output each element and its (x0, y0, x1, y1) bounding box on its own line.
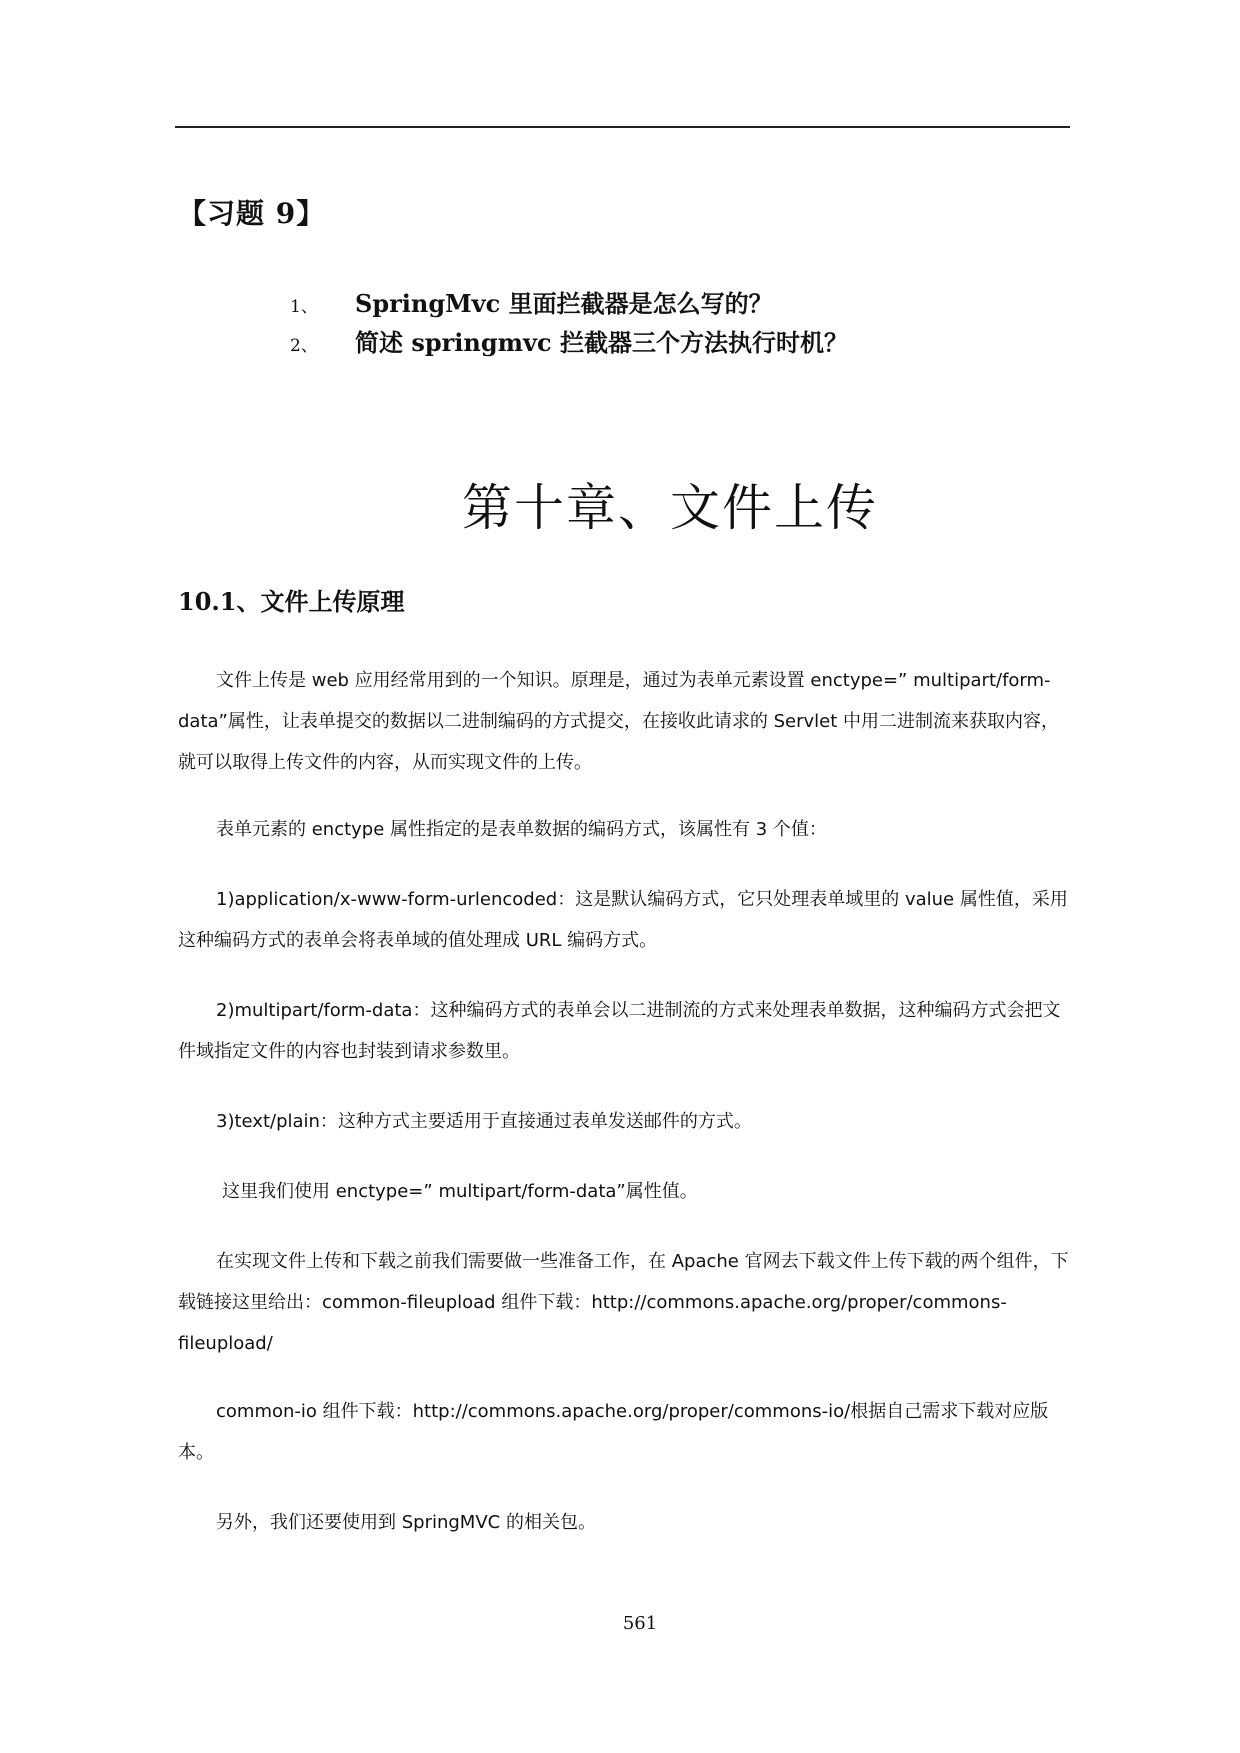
paragraph-download-io: common-io 组件下载：http://commons.apache.org/proper/commons-io/根据自己需求下载对应版本。 (178, 1401, 1049, 1463)
header-rule (175, 126, 1070, 128)
question-number: 1、 (290, 297, 318, 317)
paragraph-usage-note: 这里我们使用 enctype=” multipart/form-data”属性值。 (222, 1181, 698, 1202)
chapter-title: 第十章、文件上传 (462, 479, 878, 537)
question-text: SpringMvc 里面拦截器是怎么写的？ (355, 289, 773, 318)
paragraph-urlencoded: 1)application/x-www-form-urlencoded：这是默认编码方式，它只处理表单域里的 value 属性值，采用这种编码方式的表单会将表单域的值处理成 URL 编码方式。 (178, 889, 1068, 951)
paragraph-multipart: 2)multipart/form-data：这种编码方式的表单会以二进制流的方式来处理表单数据，这种编码方式会把文件域指定文件的内容也封装到请求参数里。 (178, 1000, 1061, 1062)
section-title: 10.1、文件上传原理 (178, 587, 405, 616)
question-2 (290, 323, 848, 358)
page-number: 561 (622, 1613, 658, 1634)
paragraph-enctype-intro: 表单元素的 enctype 属性指定的是表单数据的编码方式，该属性有 3 个值： (216, 819, 827, 840)
question-1 (290, 284, 773, 319)
paragraph-upload-principle: 文件上传是 web 应用经常用到的一个知识。原理是，通过为表单元素设置 enctype=” multipart/form-data”属性，让表单提交的数据以二进制编码的方式提交，在接收此请求的 Servlet 中用二进制流来获取内容，就可以取得上传文件的内容，从而实现文件的上传。 (178, 670, 1059, 773)
question-number: 2、 (290, 336, 318, 356)
paragraph-springmvc-packages: 另外，我们还要使用到 SpringMVC 的相关包。 (216, 1512, 596, 1533)
exercise-title: 【习题 9】 (178, 197, 326, 230)
paragraph-download-fileupload: 在实现文件上传和下载之前我们需要做一些准备工作，在 Apache 官网去下载文件上传下载的两个组件，下载链接这里给出：common-fileupload 组件下载：http://commons.apache.org/proper/commons-fileupload/ (178, 1251, 1069, 1354)
question-text: 简述 springmvc 拦截器三个方法执行时机？ (355, 328, 848, 357)
paragraph-text-plain: 3)text/plain：这种方式主要适用于直接通过表单发送邮件的方式。 (216, 1111, 752, 1132)
